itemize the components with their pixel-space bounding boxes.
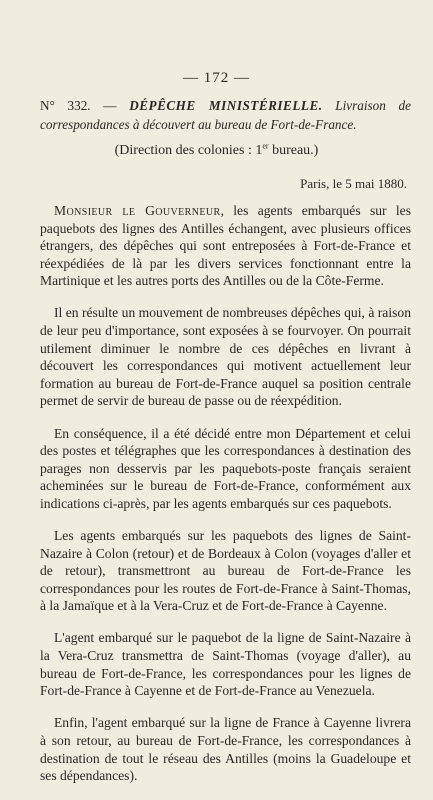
paragraph: L'agent embarqué sur le paquebot de la ligne de Saint-Nazaire à la Vera-Cruz transmettra de Saint-Thomas (voyage d'aller), au bureau de Fort-de-France, les correspondances pour les lignes de Fort-de-France à Cayenne et de Fort-de-France au Venezuela. (40, 630, 411, 699)
paragraph: En conséquence, il a été décidé entre mon Département et celui des postes et télégraphes que les correspondances à destination des parages non desservis par les paquebots-poste français seraient acheminées sur le bureau de Fort-de-France, conformément aux indications ci-après, par les agents embarqués sur ces paquebots. (40, 425, 411, 511)
letter-body (40, 202, 411, 799)
paragraph (40, 202, 411, 290)
direction-prefix: (Direction des colonies : 1 (114, 143, 263, 158)
salutation: Monsieur le Gouverneur (54, 203, 221, 218)
direction-suffix: bureau.) (268, 143, 319, 158)
page-number: — 172 — (183, 70, 250, 86)
document-heading (40, 96, 411, 134)
document-number: N° 332. — (40, 98, 117, 113)
dateline: Paris, le 5 mai 1880. (300, 176, 407, 191)
document-title: DÉPÊCHE MINISTÉRIELLE. (129, 98, 323, 113)
paragraph: Enfin, l'agent embarqué sur la ligne de France à Cayenne livrera à son retour, au bureau de Fort-de-France, les correspondances à destination de tout le réseau des Antilles (moins la Guadeloupe et ses dépendances). (40, 715, 411, 784)
paragraph: Il en résulte un mouvement de nombreuses dépêches qui, à raison de leur peu d'importance, sont exposées à se fourvoyer. On pourrait utilement diminuer le nombre de ces dépêches en livrant à découvert les correspondances qui motivent actuellement leur formation au bureau de Fort-de-France auquel sa position centrale permet de servir de bureau de passe ou de réexpédition. (40, 305, 411, 409)
direction-line (0, 143, 433, 159)
paragraph: Les agents embarqués sur les paquebots des lignes de Saint-Nazaire à Colon (retour) et de Bordeaux à Colon (voyages d'aller et de retour), transmettront au bureau de Fort-de-France les correspondances pour les routes de Fort-de-France à Saint-Thomas, à la Jamaïque et à la Vera-Cruz et de Fort-de-France à Cayenne. (40, 528, 411, 614)
document-subtitle: Livraison de correspondances à découvert au bureau de Fort-de-France. (40, 98, 411, 132)
paragraph-text: , les agents embarqués sur les paquebots des lignes des Antilles échangent, avec plusieurs offices étrangers, des dépêches qui sont entreposées à Fort-de-France et réexpédiées de là par les divers services fonctionnant entre la Martinique et les autres ports des Antilles ou de la Côte-Ferme. (40, 203, 411, 289)
direction-sup: er (262, 141, 269, 151)
